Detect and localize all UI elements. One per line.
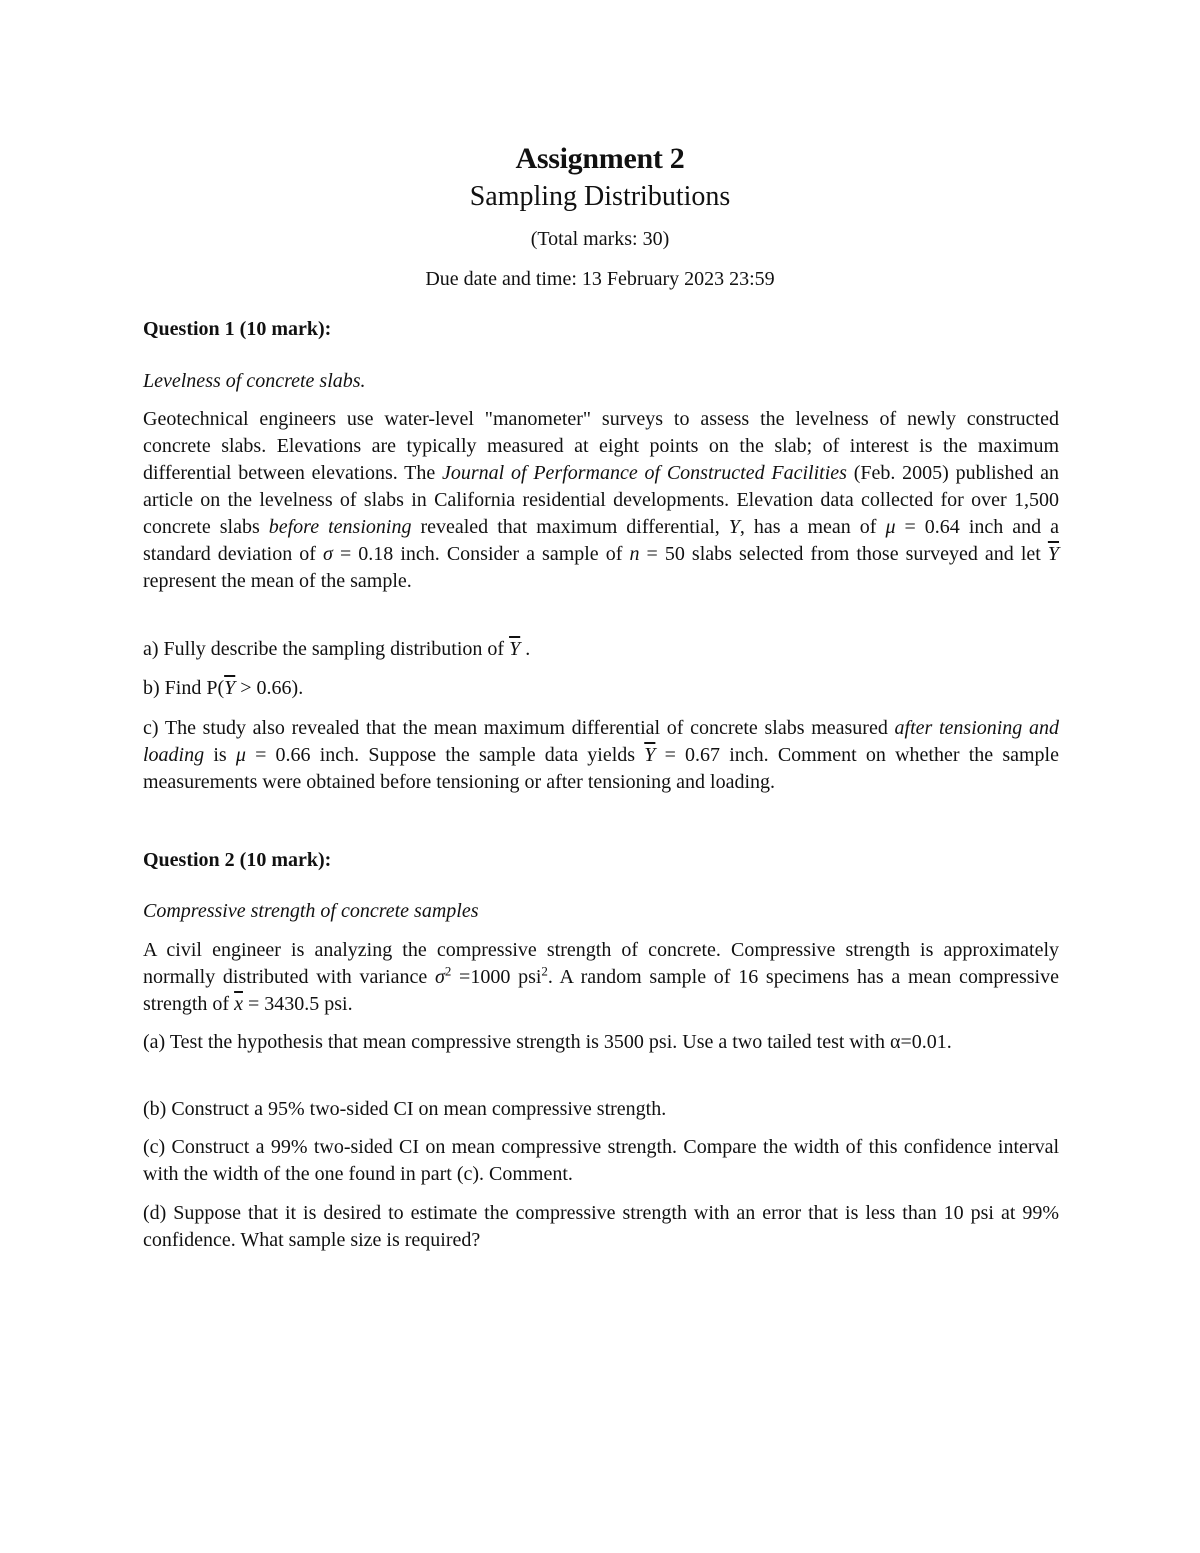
total-marks: (Total marks: 30) <box>530 228 670 250</box>
q1-text: , has a mean of <box>739 516 886 538</box>
question-1-heading: Question 1 (10 mark): <box>143 318 332 340</box>
q1-text: (Feb. 2005) published an article on the levelness of slabs in California residential developments. Elevation data collected for over 1,500 concrete slabs <box>143 462 1059 538</box>
variable-y: Y <box>728 516 740 538</box>
y-bar-symbol: $\overline{Y}$ <box>644 744 656 766</box>
question-2-part-d: (d) Suppose that it is desired to estimate the compressive strength with an error that is less than 10 psi at 99% confidence. What sample size is required? <box>143 1202 1059 1251</box>
part-c-text: c) The study also revealed that the mean maximum differential of concrete slabs measured <box>143 717 895 739</box>
q1-text: = 0.18 inch. Consider a sample of <box>332 543 630 565</box>
assignment-title: Assignment 2 <box>515 142 685 175</box>
sigma-symbol: σ <box>323 543 333 565</box>
y-bar-symbol: $\overline{Y}$ <box>1047 543 1060 565</box>
q1-text: = 50 slabs selected from those surveyed and let <box>639 543 1048 565</box>
q2-text: A civil engineer is analyzing the compressive strength of concrete. Compressive strength is approximately normally distributed with variance <box>143 939 1059 988</box>
before-tensioning-phrase: before tensioning <box>268 516 412 538</box>
after-tensioning-phrase: after tensioning and loading <box>143 717 1059 766</box>
question-2-part-b: (b) Construct a 95% two-sided CI on mean compressive strength. <box>143 1098 667 1120</box>
part-a-text: a) Fully describe the sampling distribution of <box>143 638 510 660</box>
due-date: Due date and time: 13 February 2023 23:59 <box>425 268 775 290</box>
variable-n: n <box>629 543 640 565</box>
sigma-symbol: σ <box>434 966 445 988</box>
question-1-part-a <box>143 636 1059 663</box>
mu-symbol: μ <box>885 516 896 538</box>
part-c-text: = 0.66 inch. Suppose the sample data yields <box>245 744 645 766</box>
q2-text: =1000 psi <box>451 966 542 988</box>
part-a-text: . <box>520 638 531 660</box>
q1-text: = 0.64 inch and a standard deviation of <box>143 516 1060 565</box>
assignment-subtitle: Sampling Distributions <box>469 181 731 212</box>
q1-text: represent the mean of the sample. <box>143 570 412 592</box>
q1-text: revealed that maximum differential, <box>411 516 729 538</box>
question-1-topic: Levelness of concrete slabs. <box>143 370 366 392</box>
mu-symbol: μ <box>235 744 246 766</box>
journal-name: Journal of Performance of Constructed Facilities <box>442 462 847 484</box>
question-2-part-c: (c) Construct a 99% two-sided CI on mean compressive strength. Compare the width of this confidence interval with the width of the one found in part (c). Comment. <box>143 1136 1059 1185</box>
q2-text: . A random sample of 16 specimens has a mean compressive strength of <box>143 966 1059 1015</box>
part-b-text: > 0.66). <box>235 677 304 699</box>
part-c-text: is <box>204 744 236 766</box>
y-bar-symbol: $\overline{Y}$ <box>509 638 521 660</box>
superscript: 2 <box>444 963 452 979</box>
question-2-topic: Compressive strength of concrete samples <box>143 900 479 922</box>
question-1-part-c <box>143 715 1059 796</box>
question-1-part-b <box>143 675 1059 702</box>
part-b-text: b) Find P( <box>143 677 225 699</box>
question-1-paragraph <box>143 406 1059 595</box>
q2-text: = 3430.5 psi. <box>242 993 353 1015</box>
superscript: 2 <box>541 963 548 979</box>
question-2-heading: Question 2 (10 mark): <box>143 849 332 871</box>
q1-text: Geotechnical engineers use water-level "manometer" surveys to assess the levelness of newly constructed concrete slabs. Elevations are typically measured at eight points on the slab; of interest is the maximum differential between elevations. The <box>143 408 1059 484</box>
question-2-intro <box>143 937 1059 1018</box>
question-2-part-a: (a) Test the hypothesis that mean compressive strength is 3500 psi. Use a two tailed test with α=0.01. <box>143 1031 952 1053</box>
x-bar-symbol: $\overline{x}$ <box>234 993 243 1015</box>
y-bar-symbol: $\overline{Y}$ <box>224 677 236 699</box>
part-c-text: = 0.67 inch. Comment on whether the sample measurements were obtained before tensioning or after tensioning and loading. <box>143 744 1059 793</box>
